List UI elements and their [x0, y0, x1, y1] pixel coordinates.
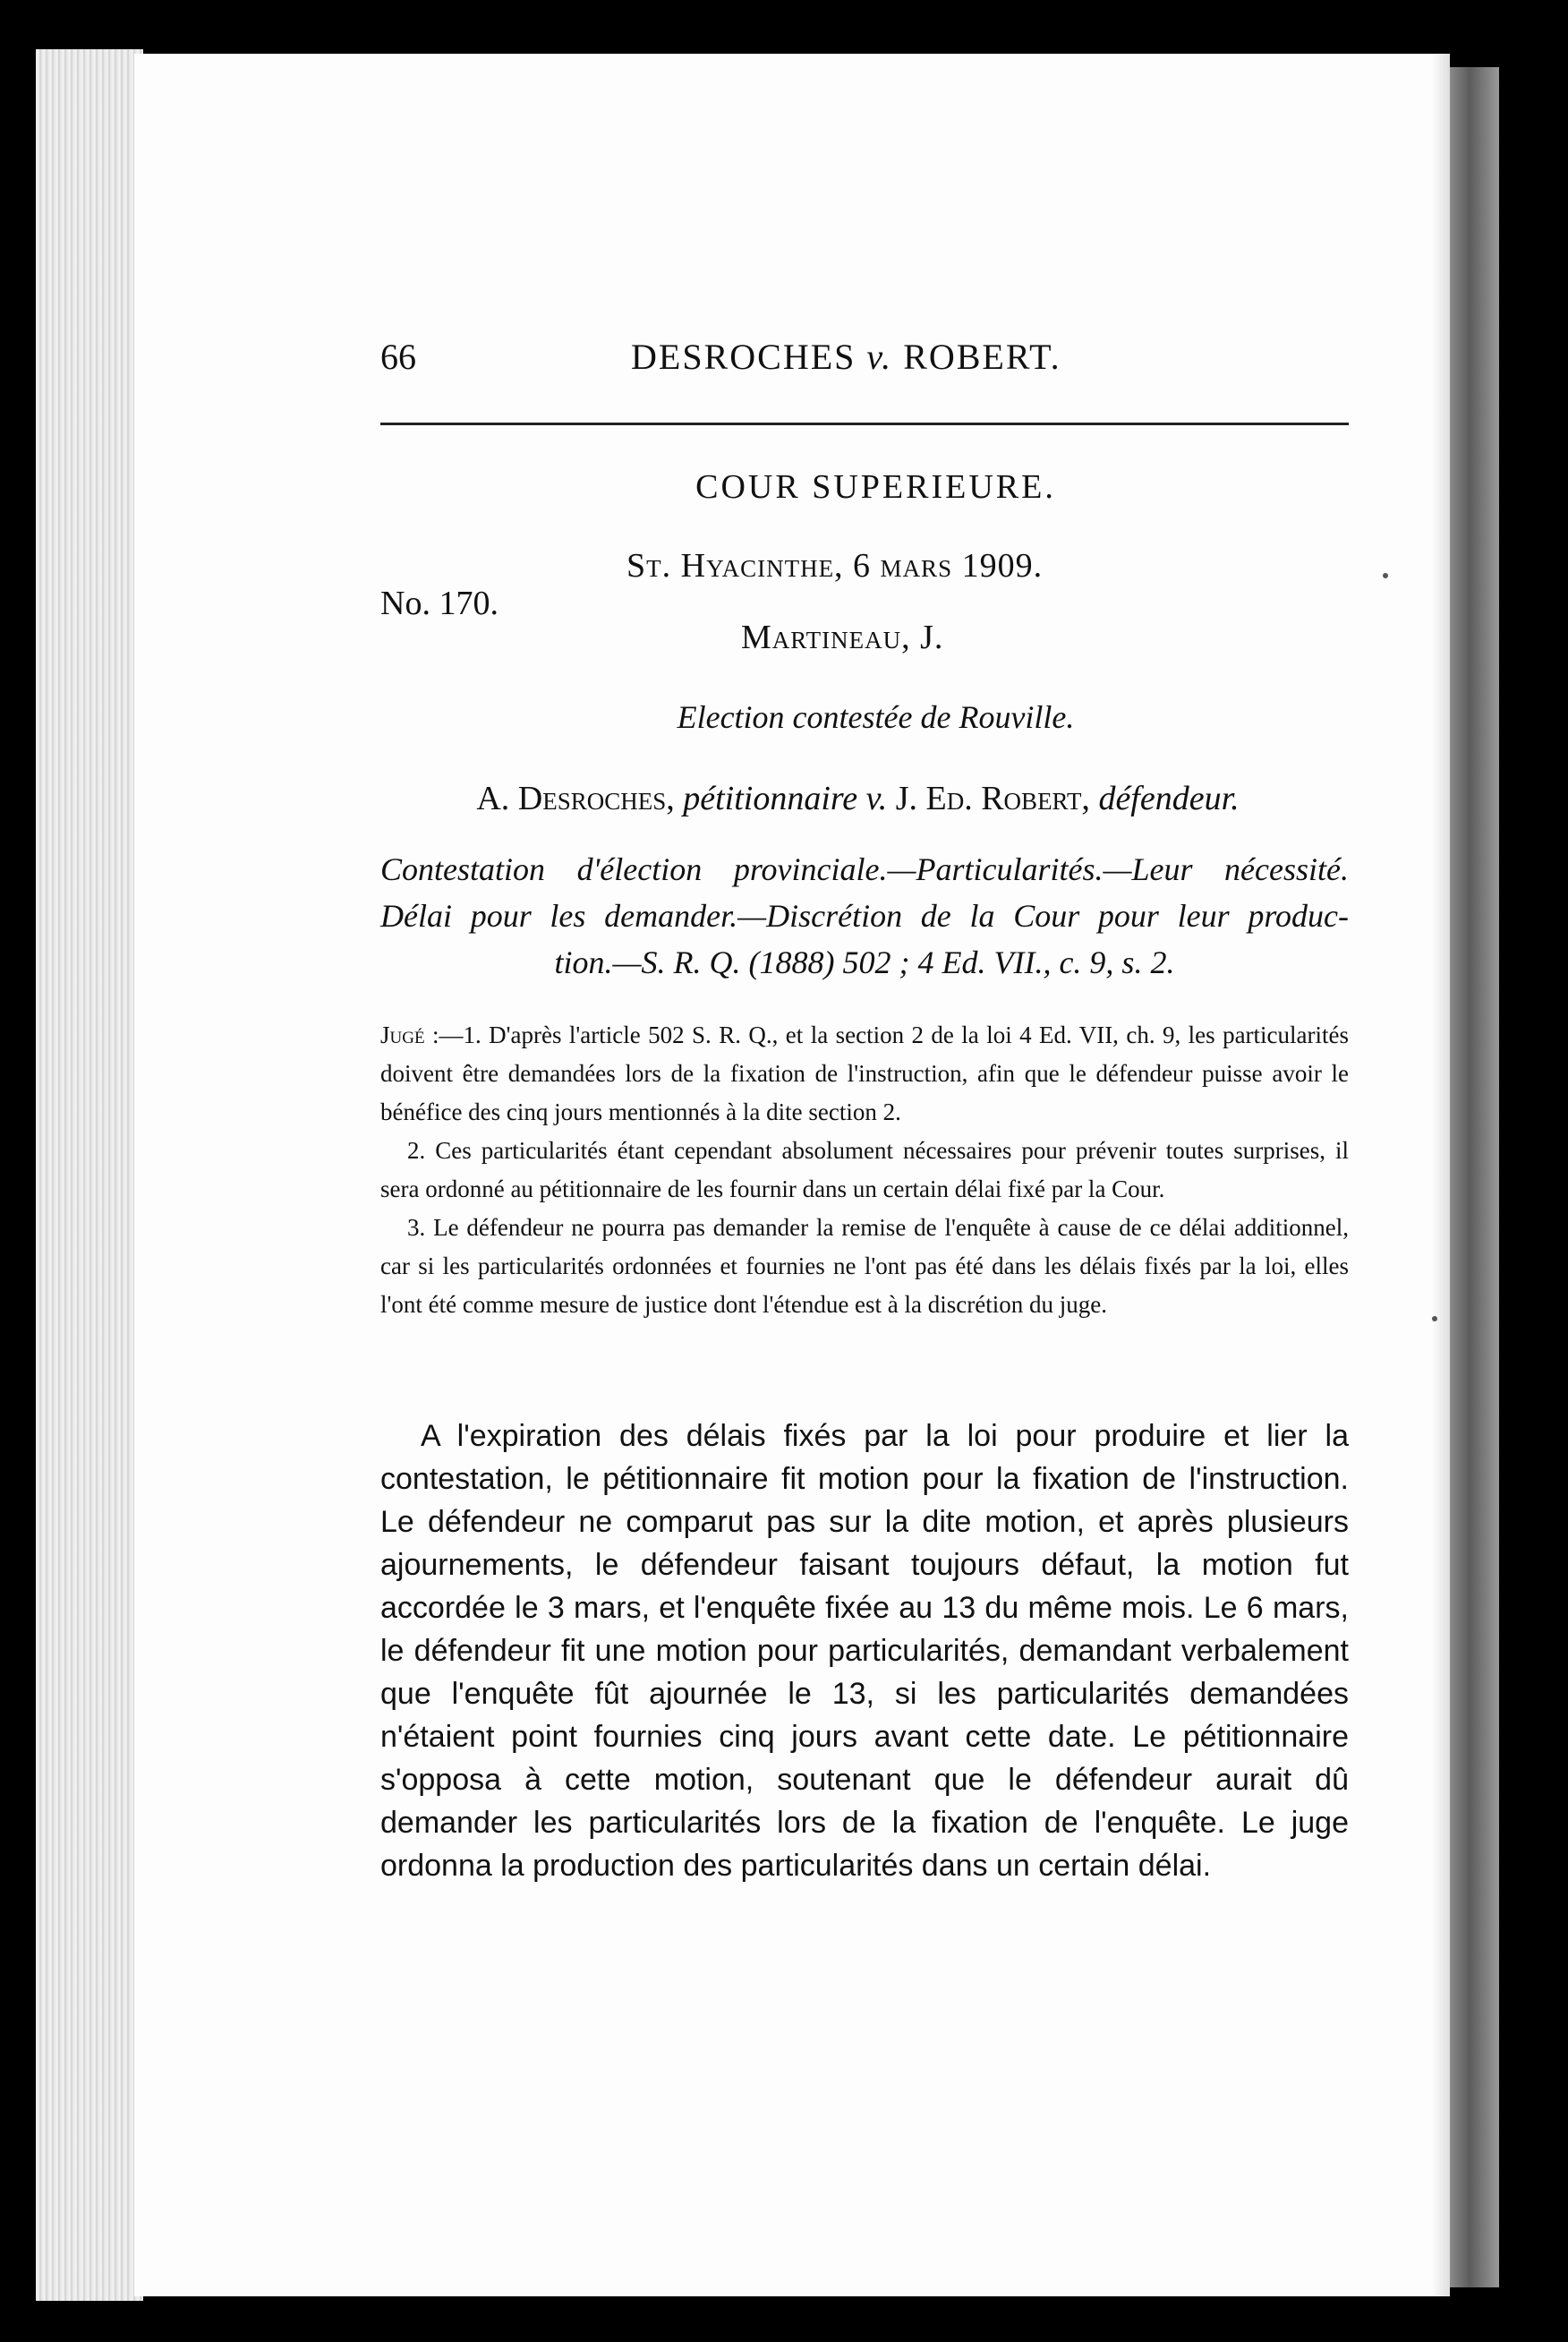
summary-line: tion.—S. R. Q. (1888) 502 ; 4 Ed. VII., c. 9, s. 2. — [554, 944, 1175, 980]
plaintiff-name: Desroches, — [517, 780, 675, 817]
versus: v. — [865, 780, 888, 817]
book-spine — [1450, 67, 1499, 2287]
print-speck — [1383, 573, 1388, 578]
holding-1-text: :—1. D'après l'article 502 S. R. Q., et la section 2 de la loi 4 Ed. VII, ch. 9, les particularités doivent être demandées lors de la fixation de l'instruction, afin que le défendeur puisse avoir le bénéfice des cinq jours mentionnés à la dite section 2. — [380, 1021, 1349, 1125]
place-date: St. Hyacinthe, 6 mars 1909. — [626, 547, 1044, 585]
plaintiff-initial: A. — [476, 780, 518, 817]
plaintiff-role: pétitionnaire — [674, 780, 866, 817]
holding-3: 3. Le défendeur ne pourra pas demander la remise de l'enquête à cause de ce délai additionnel, car si les particularités ordonnées et fournies ne l'ont pas été dans les délais fixés par la loi, elles l'ont été comme mesure de justice dont l'étendue est à la discrétion du juge. — [380, 1214, 1349, 1318]
page-gutter-shadow — [1432, 54, 1450, 2296]
case-title: Election contestée de Rouville. — [677, 699, 1075, 735]
holding-label: Jugé — [380, 1021, 425, 1048]
defendant-role: défendeur. — [1089, 780, 1240, 817]
holding-2: 2. Ces particularités étant cependant absolument nécessaires pour prévenir toutes surprises, il sera ordonné au pétitionnaire de les fournir dans un certain délai fixé par la Cour. — [380, 1137, 1349, 1202]
summary-line: Délai pour les demander.—Discrétion de la Cour pour leur produc- — [380, 898, 1349, 934]
page-number: 66 — [380, 337, 416, 377]
summary-line: Contestation d'élection provinciale.—Particularités.—Leur nécessité. — [380, 851, 1349, 887]
running-title-part2: ROBERT. — [892, 337, 1061, 377]
defendant-initial: J. — [887, 780, 926, 817]
page-edge-stack — [36, 49, 143, 2301]
header-rule — [380, 423, 1349, 425]
print-speck — [1432, 1316, 1437, 1321]
defendant-name: Ed. Robert, — [925, 780, 1090, 817]
parties-line — [0, 779, 1568, 818]
running-title-versus: v. — [866, 337, 893, 377]
holdings — [380, 1016, 1349, 1324]
court-name: COUR SUPERIEURE. — [695, 468, 1056, 506]
running-title — [631, 336, 1061, 378]
running-title-part1: DESROCHES — [631, 337, 867, 377]
judge-name: Martineau, J. — [741, 619, 944, 656]
body-text — [380, 1415, 1349, 1887]
headnote-summary — [380, 846, 1349, 986]
holding-1 — [380, 1016, 1349, 1132]
body-paragraph: A l'expiration des délais fixés par la loi pour produire et lier la contestation, le pétitionnaire fit motion pour la fixation de l'instruction. Le défendeur ne comparut pas sur la dite motion, et après plusieurs ajournements, le défendeur faisant toujours défaut, la motion fut accordée le 3 mars, et l'enquête fixée au 13 du même mois. Le 6 mars, le défendeur fit une motion pour particularités, demandant verbalement que l'enquête fût ajournée le 13, si les particularités demandées n'étaient point fournies cinq jours avant cette date. Le pétitionnaire s'opposa à cette motion, soutenant que le défendeur aurait dû demander les particularités lors de la fixation de l'enquête. Le juge ordonna la production des particularités dans un certain délai. — [380, 1419, 1349, 1883]
docket-number: No. 170. — [380, 585, 499, 622]
